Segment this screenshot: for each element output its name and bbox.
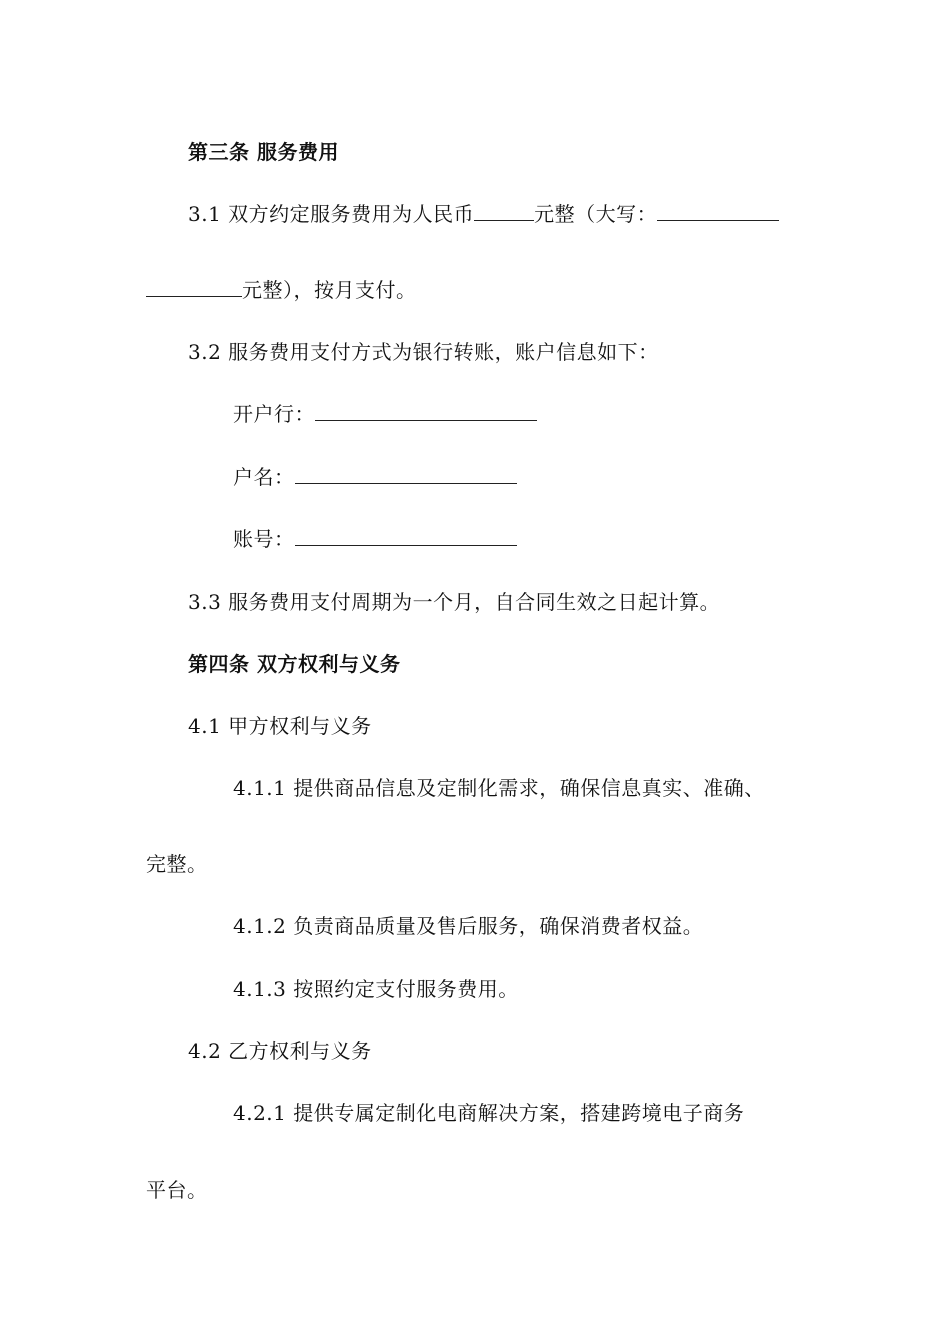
bank-field — [233, 400, 537, 428]
account-number-field — [233, 525, 517, 553]
bank-blank[interactable] — [315, 402, 537, 421]
amount-blank[interactable] — [474, 202, 534, 221]
clause-4-2: 4.2 乙方权利与义务 — [188, 1039, 372, 1063]
clause-4-1-1-line-2: 完整。 — [146, 852, 208, 876]
clause-3-3: 3.3 服务费用支付周期为一个月，自合同生效之日起计算。 — [188, 590, 721, 614]
account-name-field — [233, 463, 517, 491]
account-number-label: 账号： — [233, 527, 295, 551]
account-name-label: 户名： — [233, 465, 295, 489]
amount-uppercase-blank[interactable] — [657, 202, 779, 221]
clause-3-2: 3.2 服务费用支付方式为银行转账，账户信息如下： — [188, 340, 659, 364]
section-4-heading: 第四条 双方权利与义务 — [188, 652, 401, 676]
clause-4-1: 4.1 甲方权利与义务 — [188, 714, 372, 738]
clause-4-1-2: 4.1.2 负责商品质量及售后服务，确保消费者权益。 — [233, 914, 704, 938]
bank-label: 开户行： — [233, 402, 315, 426]
account-name-blank[interactable] — [295, 465, 517, 484]
clause-3-1-text-b: 元整（大写： — [534, 202, 658, 226]
clause-4-2-1-line-2: 平台。 — [146, 1178, 208, 1202]
clause-4-1-3: 4.1.3 按照约定支付服务费用。 — [233, 977, 519, 1001]
section-3-heading: 第三条 服务费用 — [188, 140, 339, 164]
clause-4-1-1-line-1: 4.1.1 提供商品信息及定制化需求，确保信息真实、准确、 — [233, 776, 765, 800]
clause-3-1-text-a: 3.1 双方约定服务费用为人民币 — [188, 202, 475, 226]
clause-4-2-1-line-1: 4.2.1 提供专属定制化电商解决方案，搭建跨境电子商务 — [233, 1101, 745, 1125]
clause-3-1-line-2 — [146, 276, 417, 304]
clause-3-1-line-1 — [188, 200, 779, 228]
amount-uppercase-blank-cont[interactable] — [146, 278, 242, 297]
clause-3-1-text-c: 元整），按月支付。 — [242, 278, 417, 302]
account-number-blank[interactable] — [295, 527, 517, 546]
